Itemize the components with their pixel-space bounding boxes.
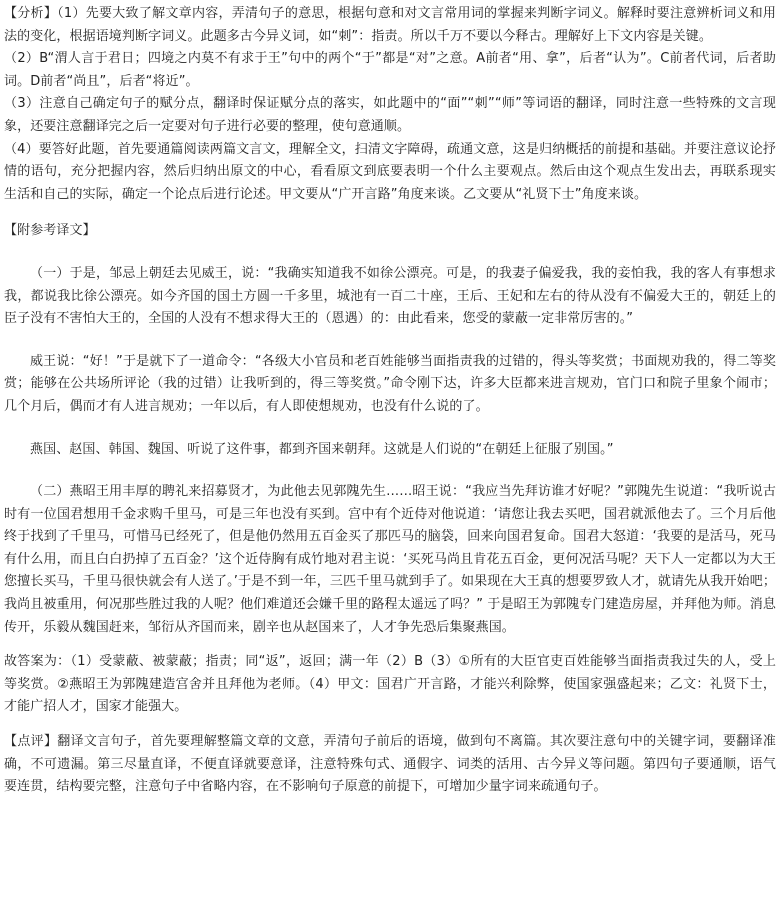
translation-heading: 【附参考译文】: [4, 223, 96, 239]
translation-paragraph-4: （二）燕昭王用丰厚的聘礼来招募贤才，为此他去见郭隗先生……昭王说：“我应当先拜访谁才好呢？”郭隗先生说道：“我听说古时有一位国君想用千金求购千里马，可是三年也没有买到。宫中有个近侍对他说道：‘请您让我去买吧，国君就派他去了。三个月后他终于找到了千里马，可惜马已经死了，但是他仍然用五百金买了那匹马的脑袋，回来向国君复命。国君大怒道：‘我要的是活马，死马有什么用，而且白白扔掉了五百金？’这个近侍胸有成竹地对君主说：‘买死马尚且肯花五百金，更何况活马呢？天下人一定都以为大王您擅长买马，千里马很快就会有人送了。’于是不到一年，三匹千里马就到手了。如果现在大王真的想要罗致人才，就请先从我开始吧；我尚且被重用，何况那些胜过我的人呢？他们难道还会嫌千里的路程太遥远了吗？” 于是昭王为郭隗专门建造房屋，并拜他为师。消息传开，乐毅从魏国赶来，邹衍从齐国而来，剧辛也从赵国来了，人才争先恐后集聚燕国。: [4, 484, 776, 635]
analysis-paragraph-1: 【分析】（1）先要大致了解文章内容，弄清句子的意思，根据句意和对文言常用词的掌握来判断字词义。解释时要注意辨析词义和用法的变化，根据语境判断字词义。此题多古今异义词，如“刺”：指责。所以千万不要以今释古。理解好上下文内容是关键。: [4, 6, 776, 44]
analysis-paragraph-3: （3）注意自己确定句子的赋分点，翻译时保证赋分点的落实，如此题中的“面”“刺”“师”等词语的翻译，同时注意一些特殊的文言现象，还要注意翻译完之后一定要对句子进行必要的整理，使句意通顺。: [4, 96, 776, 134]
comment-paragraph: 【点评】翻译文言句子，首先要理解整篇文章的文意，弄清句子前后的语境，做到句不离篇。其次要注意句中的关键字词，要翻译准确，不可遗漏。第三尽量直译，不便直译就要意译，注意特殊句式、通假字、词类的活用、古今异义等问题。第四句子要通顺，语气要连贯，结构要完整，注意句子中省略内容，在不影响句子原意的前提下，可增加少量字词来疏通句子。: [4, 734, 776, 795]
answer-paragraph: 故答案为：（1）受蒙蔽、被蒙蔽；指责；同“返”，返回；满一年（2）B（3）①所有的大臣官吏百姓能够当面指责我过失的人，受上等奖赏。②燕昭王为郭隗建造宫舍并且拜他为老师。（4）甲文：国君广开言路，才能兴利除弊，使国家强盛起来；乙文：礼贤下士，才能广招人才，国家才能强大。: [4, 654, 776, 715]
translation-paragraph-3: 燕国、赵国、韩国、魏国、听说了这件事，都到齐国来朝拜。这就是人们说的“在朝廷上征服了别国。”: [30, 441, 614, 457]
translation-paragraph-2: 威王说：“好！”于是就下了一道命令：“各级大小官员和老百姓能够当面指责我的过错的，得头等奖赏；书面规劝我的，得二等奖赏；能够在公共场所评论（我的过错）让我听到的，得三等奖赏。”命令刚下达，许多大臣都来进言规劝，官门口和院子里象个闹市；几个月后，偶而才有人进言规劝；一年以后，有人即使想规劝，也没有什么说的了。: [4, 353, 776, 414]
translation-paragraph-1: （一）于是，邹忌上朝廷去见威王，说：“我确实知道我不如徐公漂亮。可是，的我妻子偏爱我，我的妾怕我，我的客人有事想求我，都说我比徐公漂亮。如今齐国的国土方圆一千多里，城池有一百二十座，王后、王妃和左右的待从没有不偏爱大王的，朝廷上的臣子没有不害怕大王的，全国的人没有不想求得大王的（恩遇）的：由此看来，您受的蒙蔽一定非常厉害的。”: [4, 265, 776, 327]
analysis-paragraph-2: （2）B“渭人言于君日；四境之内莫不有求于王”句中的两个“于”都是“对”之意。A前者“用、拿”，后者“认为”。C前者代词，后者助词。D前者“尚且”，后者“将近”。: [4, 51, 776, 89]
analysis-paragraph-4: （4）要答好此题，首先要通篇阅读两篇文言文，理解全文，扫清文字障碍，疏通文意，这是归纳概括的前提和基础。并要注意议论抒情的语句，充分把握内容，然后归纳出原文的中心，看看原文到底要表明一个什么主要观点。然后由这个观点生发出去，再联系现实生活和自己的实际，确定一个论点后进行论述。甲文要从“广开言路”角度来谈。乙文要从“礼贤下士”角度来谈。: [4, 141, 776, 202]
